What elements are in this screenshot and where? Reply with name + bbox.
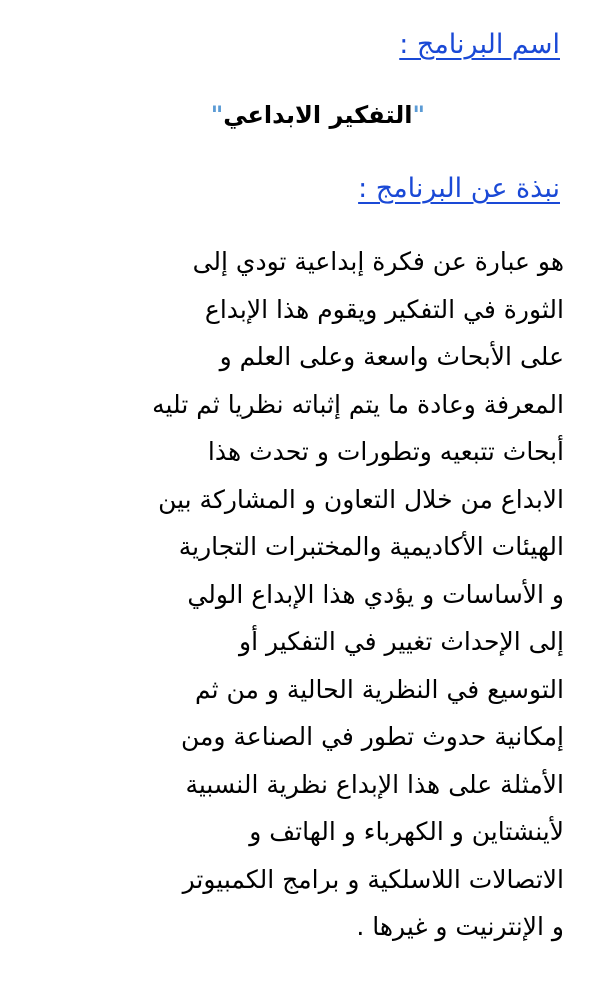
description-line: الابداع من خلال التعاون و المشاركة بين bbox=[158, 484, 564, 514]
description-line: الثورة في التفكير ويقوم هذا الإبداع bbox=[204, 294, 564, 324]
program-description bbox=[32, 238, 564, 951]
description-line: أبحاث تتبعيه وتطورات و تحدث هذا bbox=[207, 437, 564, 466]
description-line: و الأساسات و يؤدي هذا الإبداع الولي bbox=[187, 579, 564, 609]
description-line: التوسيع في النظرية الحالية و من ثم bbox=[194, 674, 564, 704]
closing-quote: " bbox=[210, 101, 224, 129]
description-line: على الأبحاث واسعة وعلى العلم و bbox=[219, 342, 564, 371]
description-line: إمكانية حدوث تطور في الصناعة ومن bbox=[180, 722, 564, 751]
description-line: الهيئات الأكاديمية والمختبرات التجارية bbox=[178, 532, 564, 561]
description-line: لأينشتاين و الكهرباء و الهاتف و bbox=[249, 817, 564, 846]
description-line: هو عبارة عن فكرة إبداعية تودي إلى bbox=[192, 247, 564, 276]
program-title bbox=[211, 98, 425, 132]
program-title-text: التفكير الابداعي bbox=[223, 101, 413, 129]
description-line: الاتصالات اللاسلكية و برامج الكمبيوتر bbox=[182, 864, 564, 894]
description-line: و الإنترنيت و غيرها . bbox=[356, 912, 564, 941]
program-name-heading: اسم البرنامج : bbox=[399, 29, 560, 60]
description-line: الأمثلة على هذا الإبداع نظرية النسبية bbox=[185, 769, 564, 799]
opening-quote: " bbox=[412, 101, 425, 129]
description-line: إلى الإحداث تغيير في التفكير أو bbox=[239, 627, 564, 656]
about-program-heading: نبذة عن البرنامج : bbox=[358, 173, 560, 204]
description-line: المعرفة وعادة ما يتم إثباته نظريا ثم تليه bbox=[152, 389, 564, 419]
